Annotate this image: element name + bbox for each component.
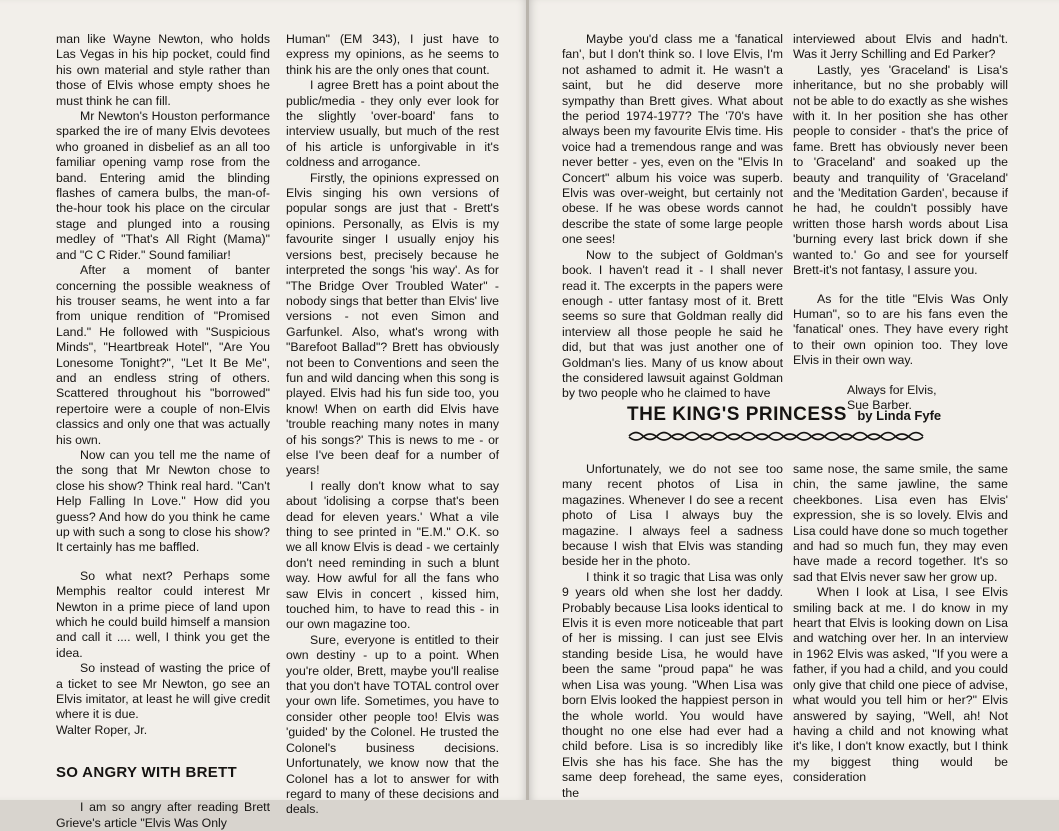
letter-signature: Walter Roper, Jr. (56, 722, 148, 737)
article-byline: by Linda Fyfe (857, 408, 942, 423)
paragraph: When I look at Lisa, I see Elvis smiling back at me. I do know in my heart that Elvis is looking down on Lisa and watching over her. In an interview in 1962 Elvis was asked, "If you were a father, if you had a child, and you could only give that child one piece of advise, what would you tell him or her?" Elvis answered by saying, "Well, ah! Not having a child and not knowing what it's like, I don't know exactly, but I think my biggest thing would be consideration (793, 585, 1008, 785)
article-title-block (627, 404, 957, 444)
paragraph: I really don't know what to say about 'idolising a corpse that's been dead for eleven years.' What a vile thing to see printed in "E.M." O.K. so we all know Elvis is dead - we certainly don't need reminding in such a blunt way. How awful for all the fans who saw Elvis in concert , kissed him, touched him, to have to read this - in our own magazine too. (286, 478, 499, 632)
paragraph: So instead of wasting the price of a ticket to see Mr Newton, go see an Elvis imitator, at least he will give credit where it is due. (56, 661, 270, 722)
paragraph: man like Wayne Newton, who holds Las Vegas in his hip pocket, could find his own material and style rather than those of Elvis whose empty shoes he must think he can fill. (56, 32, 270, 108)
paragraph: interviewed about Elvis and hadn't. Was it Jerry Schilling and Ed Parker? (793, 32, 1008, 62)
paragraph: Lastly, yes 'Graceland' is Lisa's inheritance, but no she probably will not be able to do exactly as she wishes with it. In her position she has other people to consider - that's the price of fame. Brett has obviously never been to 'Graceland' and soaked up the beauty and tranquility of 'Graceland' and the 'Meditation Garden', because if he had, he couldn't possibly have written those harsh words about Lisa 'burning every last brick down if she wanted to.' Go and see for yourself Brett-it's not fantasy, I assure you. (793, 62, 1008, 278)
paragraph: Sure, everyone is entitled to their own destiny - up to a point. When you're older, Brett, maybe you'll realise that you don't have TOTAL control over your own life. Sometimes, you have to consider other people too! Elvis was 'guided' by the Colonel. He trusted the Colonel's business decisions. Unfortunately, we know now that the Colonel has a lot to answer for with regard to many of these decisions and deals. (286, 632, 499, 817)
paragraph: I agree Brett has a point about the public/media - they only ever look for the slightly 'over-board' fans to interview usually, but much of the rest of his article is unforgivable in it's coldness and arrogance. (286, 78, 499, 170)
letter-heading: SO ANGRY WITH BRETT (56, 764, 237, 782)
paragraph: Human" (EM 343), I just have to express my opinions, as he seems to think his are the only ones that count. (286, 32, 499, 77)
paragraph: Now can you tell me the name of the song that Mr Newton chose to close his show? Think real hard. "Can't Help Falling In Love." How did you guess? And how do you think he came up with such a song to close his show? It certainly has me baffled. (56, 447, 270, 555)
paragraph: As for the title "Elvis Was Only Human", so to are his fans even the 'fanatical' ones. They have every right to their own opinion too. They love Elvis in their own way. (793, 291, 1008, 368)
paragraph: I think it so tragic that Lisa was only 9 years old when she lost her daddy. Probably because Lisa looks identical to Elvis it is even more noticeable that part of her is missing. I can just see Elvis standing beside Lisa, he would have been the same "proud papa" he was when Lisa was young. "When Lisa was born Elvis looked the happiest person in the whole world. You would have thought no one else had ever had a child before. Lisa is so incredibly like Elvis she has his face. She has the same deep forehead, the same eyes, the (562, 569, 783, 800)
paragraph: same nose, the same smile, the same chin, the same jawline, the same cheekbones. Lisa even has Elvis' expression, she is so lovely. Elvis and Lisa could have done so much together and had so much fun, they may even have made a record together. It's so sad that Elvis never saw her grow up. (793, 462, 1008, 584)
right-page-column-1 (562, 32, 783, 402)
paragraph: Firstly, the opinions expressed on Elvis singing his own versions of popular songs are just that - Brett's opinions. Personally, as Elvis is my favourite singer I usually enjoy his versions best, precisely because he interpreted the songs 'his way'. As for "The Bridge Over Troubled Water" - nobody sings that better than Elvis' live versions - not even Simon and Garfunkel. Also, what's wrong with "Barefoot Ballad"? Brett has obviously not been to Conventions and seen the fun and wild dancing when this song is played. Elvis had his fun side too, you know! When on earth did Elvis have 'trouble reaching many notes in many of his songs?' This is news to me - or else I've been deaf for a number of years! (286, 170, 499, 478)
left-page-column-1 (56, 32, 270, 831)
paragraph: Unfortunately, we do not see too many recent photos of Lisa in magazines. Whenever I do see a recent photo of Lisa I always buy the magazine. I always feel a sadness because I wish that Elvis was standing beside her in the photo. (562, 462, 783, 569)
article-column-2 (793, 462, 1008, 786)
left-page-column-2 (286, 32, 499, 818)
right-page-column-2 (793, 32, 1008, 413)
paragraph: Now to the subject of Goldman's book. I haven't read it - I shall never read it. The excerpts in the papers were enough - utter fantasy most of it. Brett seems so sure that Goldman really did interview all those people he said he did, but that was just another one of Goldman's lies. Many of us know about the considered lawsuit against Goldman by two people who he claimed to have (562, 247, 783, 401)
article-column-1 (562, 462, 783, 801)
paragraph: Mr Newton's Houston performance sparked the ire of many Elvis devotees who groaned in disbelief as an all too familiar opening vamp rose from the band. Entering amid the blinding flashes of camera bulbs, the man-of-the-hour took his place on the circular stage and plunged into a rousing medley of "That's All Right (Mama)" and "C C Rider." Sound familiar! (56, 109, 270, 262)
letter-closing: Always for Elvis, (847, 382, 937, 397)
letter-signature: Sue Barber. (847, 397, 912, 412)
wavy-underline-ornament (627, 428, 927, 444)
article-title: THE KING'S PRINCESS (627, 404, 847, 425)
paragraph: After a moment of banter concerning the possible weakness of his trouser seams, he went into a far from unique rendition of "Promised Land." He followed with "Suspicious Minds", "Heartbreak Hotel", "Are You Lonesome Tonight?", "Let It Be Me", and an endless string of others. Scattered throughout his "borrowed" repertoire were a couple of non-Elvis classics and only one that was actually his own. (56, 263, 270, 447)
paragraph: Maybe you'd class me a 'fanatical fan', but I don't think so. I love Elvis, I'm not ashamed to admit it. He wasn't a saint, but he did deserve more sympathy than Brett gives. What about the period 1974-1977? The '70's have always been my favourite Elvis time. His voice had a tremendous range and was never better - yes, even on the "Elvis In Concert" album his voice was superb. Elvis was over-weight, but certainly not obese. If he was obese words cannot describe the state of some large people one sees! (562, 32, 783, 247)
paragraph: So what next? Perhaps some Memphis realtor could interest Mr Newton in a prime piece of land upon which he could build himself a mansion and call it .... well, I think you get the idea. (56, 568, 270, 660)
paragraph: I am so angry after reading Brett Grieve's article "Elvis Was Only (56, 800, 270, 830)
